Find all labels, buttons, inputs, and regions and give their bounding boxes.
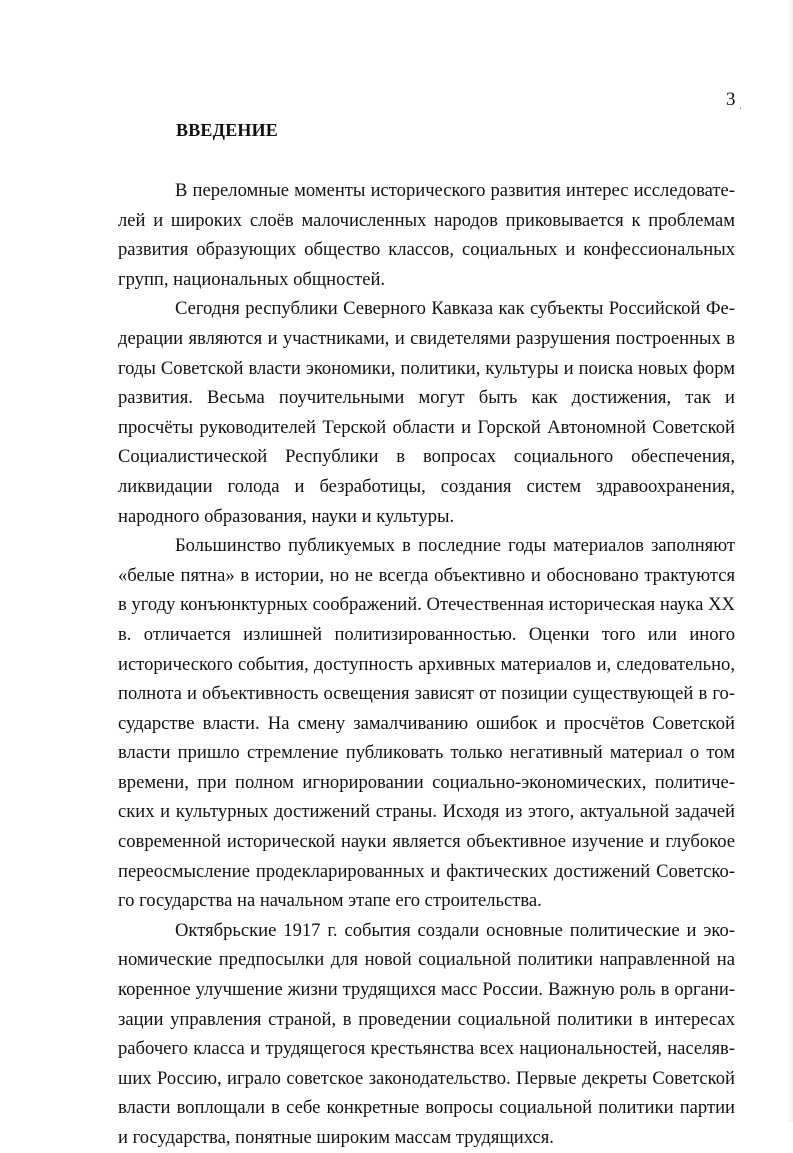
section-heading: ВВЕДЕНИЕ [176,120,279,140]
paragraph-1: В переломные моменты исторического развития интерес исследователей и широких слоёв малочисленных народов приковывается к проблемам развития образующих общество классов, социальных и конфессиональных групп, национальных общностей. [118,180,735,290]
page-mark: · [739,104,743,115]
scan-edge-shadow [787,0,793,1122]
body-text [118,176,735,1153]
page-number: 3 [726,89,736,110]
paragraph-2: Сегодня республики Северного Кавказа как субъекты Российской Федерации являются и участниками, и свидетелями разрушения построенных в годы Советской власти экономики, политики, культуры и поиска новых форм развития. Весьма поучительными могут быть как достижения, так и просчёты руководителей Терской области и Горской Автономной Советской Социалистической Республики в вопросах социального обеспечения, ликвидации голода и безработицы, создания систем здравоохранения, народного образования, науки и культуры. [118,298,735,527]
paragraph-3: Большинство публикуемых в последние годы материалов заполняют «белые пятна» в истории, но не всегда объективно и обосновано трактуются в угоду конъюнктурных соображений. Отечественная историческая наука XX в. отличается излишней политизированностью. Оценки того или иного исторического события, доступность архивных материалов и, следовательно, полнота и объективность освещения зависят от позиции существующей в государстве власти. На смену замалчиванию ошибок и просчётов Советской власти пришло стремление публиковать только негативный материал о том времени, при полном игнорировании социально-экономических, политических и культурных достижений страны. Исходя из этого, актуальной задачей современной исторической науки является объективное изучение и глубокое переосмысление продекларированных и фактических достижений Советского государства на начальном этапе его строительства. [118,535,735,912]
paragraph-4: Октябрьские 1917 г. события создали основные политические и экономические предпосылки для новой социальной политики направленной на коренное улучшение жизни трудящихся масс России. Важную роль в организации управления страной, в проведении социальной политики в интересах рабочего класса и трудящегося крестьянства всех национальностей, населявших Россию, играло советское законодательство. Первые декреты Советской власти воплощали в себе конкретные вопросы социальной политики партии и государства, понятные широким массам трудящихся. [118,919,735,1148]
